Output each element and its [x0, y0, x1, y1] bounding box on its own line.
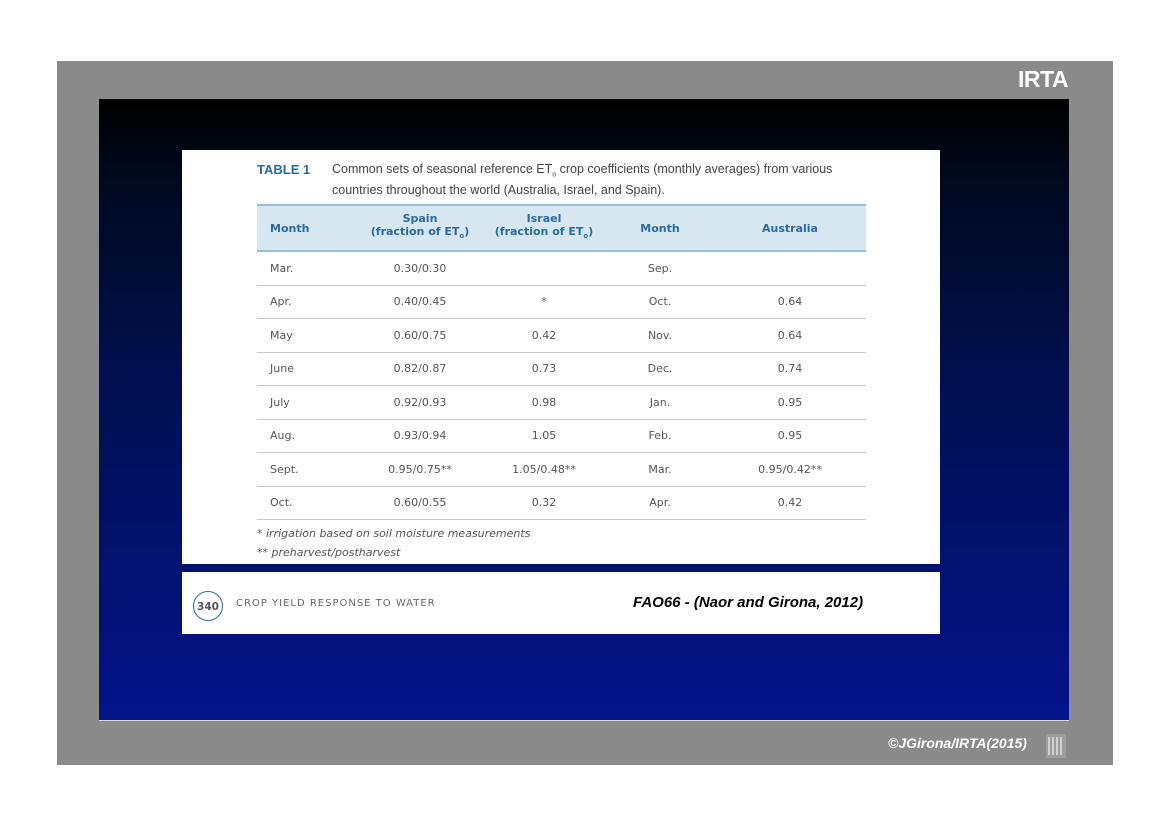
table-caption: Common sets of seasonal reference $ET_o$ crop coefficients (monthly averages) from various countries throughout the world (Australia, Israel, and Spain). — [332, 162, 833, 197]
table-row — [257, 251, 866, 285]
header-australia: Australia — [762, 221, 818, 235]
header-spain: Spain (fraction of $ET_o$) — [370, 212, 470, 241]
table-cell: Feb. — [606, 419, 714, 453]
table-cell: 1.05/0.48** — [482, 453, 606, 487]
table-cell — [714, 251, 866, 285]
table-cell: 0.92/0.93 — [358, 386, 482, 420]
table-cell: 0.98 — [482, 386, 606, 420]
irta-logo: IRTA — [1018, 66, 1068, 92]
table-cell: Oct. — [257, 486, 358, 520]
table-cell: May — [257, 319, 358, 353]
table-cell: Oct. — [606, 285, 714, 319]
table-cell: 0.95/0.42** — [714, 453, 866, 487]
table-cell: Sep. — [606, 251, 714, 285]
header-month-australia: Month — [640, 221, 680, 235]
table-cell: June — [257, 352, 358, 386]
table-row — [257, 386, 866, 420]
table-title — [257, 162, 869, 198]
table-cell: Dec. — [606, 352, 714, 386]
table-cell: July — [257, 386, 358, 420]
table-cell: 0.32 — [482, 486, 606, 520]
table-cell: 1.05 — [482, 419, 606, 453]
footnote: * irrigation based on soil moisture measurements — [257, 527, 531, 540]
table-cell: 0.30/0.30 — [358, 251, 482, 285]
citation: FAO66 - (Naor and Girona, 2012) — [633, 594, 864, 611]
running-title: CROP YIELD RESPONSE TO WATER — [236, 598, 436, 609]
table-cell: 0.73 — [482, 352, 606, 386]
header-israel: Israel (fraction of $ET_o$) — [494, 212, 594, 241]
table-cell — [482, 251, 606, 285]
header-month: Month — [270, 221, 310, 235]
table-cell: 0.95 — [714, 386, 866, 420]
table-cell: 0.42 — [714, 486, 866, 520]
table-row — [257, 352, 866, 386]
table-cell: 0.60/0.55 — [358, 486, 482, 520]
crop-coefficient-table — [257, 204, 866, 520]
table-header-row — [257, 205, 866, 251]
footnote: ** preharvest/postharvest — [257, 546, 401, 559]
table-cell: 0.42 — [482, 319, 606, 353]
table-cell: 0.60/0.75 — [358, 319, 482, 353]
table-cell: Nov. — [606, 319, 714, 353]
table-cell: Apr. — [257, 285, 358, 319]
table-cell: Mar. — [606, 453, 714, 487]
table-footnotes — [257, 524, 530, 562]
page-number-badge: 340 — [193, 591, 223, 621]
table-cell: 0.93/0.94 — [358, 419, 482, 453]
table-cell: Aug. — [257, 419, 358, 453]
table-cell: 0.64 — [714, 319, 866, 353]
table-row — [257, 285, 866, 319]
table-cell: Sept. — [257, 453, 358, 487]
table-cell: 0.82/0.87 — [358, 352, 482, 386]
building-icon — [1046, 734, 1066, 758]
table-cell: Jan. — [606, 386, 714, 420]
table-cell: 0.95/0.75** — [358, 453, 482, 487]
copyright: ©JGirona/IRTA(2015) — [888, 735, 1027, 751]
table-cell: 0.40/0.45 — [358, 285, 482, 319]
table-row — [257, 319, 866, 353]
table-row — [257, 453, 866, 487]
table-row — [257, 419, 866, 453]
table-cell: 0.64 — [714, 285, 866, 319]
table-row — [257, 486, 866, 520]
table-cell: Mar. — [257, 251, 358, 285]
table-cell: Apr. — [606, 486, 714, 520]
table-cell: 0.74 — [714, 352, 866, 386]
table-label: TABLE 1 — [257, 162, 311, 177]
table-cell: * — [482, 285, 606, 319]
table-cell: 0.95 — [714, 419, 866, 453]
